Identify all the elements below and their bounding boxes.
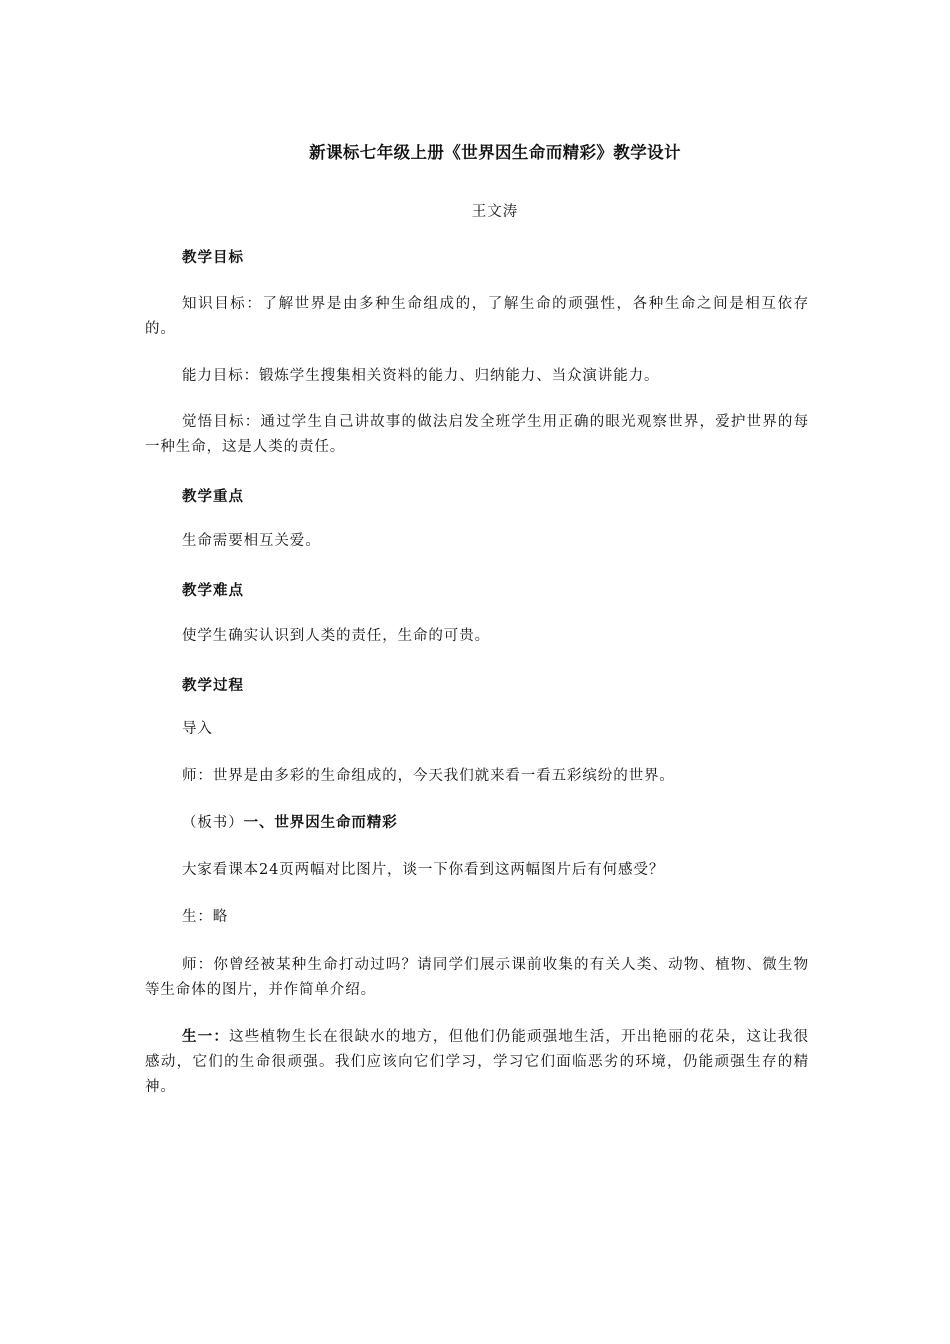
knowledge-goal-paragraph: 知识目标：了解世界是由多种生命组成的，了解生命的顽强性，各种生命之间是相互依存的。 bbox=[145, 296, 809, 337]
board-note-title: 一、世界因生命而精彩 bbox=[243, 815, 398, 831]
awareness-goal-paragraph: 觉悟目标：通过学生自己讲故事的做法启发全班学生用正确的眼光观察世界，爱护世界的每一种生命，这是人类的责任。 bbox=[145, 414, 809, 455]
difficulty-heading: 教学难点 bbox=[182, 583, 244, 599]
author-name: 王文涛 bbox=[471, 204, 519, 220]
teacher-question-paragraph: 师：你曾经被某种生命打动过吗？请同学们展示课前收集的有关人类、动物、植物、微生物等生命体的图片，并作简单介绍。 bbox=[145, 957, 809, 998]
key-point-paragraph: 生命需要相互关爱。 bbox=[182, 533, 321, 549]
board-note-prefix: （板书） bbox=[182, 815, 244, 831]
intro-paragraph: 导入 bbox=[182, 721, 213, 737]
key-point-heading: 教学重点 bbox=[182, 489, 244, 505]
textbook-prompt-paragraph: 大家看课本24页两幅对比图片，谈一下你看到这两幅图片后有何感受？ bbox=[182, 862, 665, 878]
student-one-paragraph bbox=[145, 1025, 809, 1100]
ability-goal-paragraph: 能力目标：锻炼学生搜集相关资料的能力、归纳能力、当众演讲能力。 bbox=[182, 368, 660, 384]
student-one-text: 这些植物生长在很缺水的地方，但他们仍能顽强地生活，开出艳丽的花朵，这让我很感动，它们的生命很顽强。我们应该向它们学习，学习它们面临恶劣的环境，仍能顽强生存的精神。 bbox=[145, 1029, 809, 1095]
teacher-line-paragraph: 师：世界是由多彩的生命组成的，今天我们就来看一看五彩缤纷的世界。 bbox=[182, 768, 675, 784]
difficulty-paragraph: 使学生确实认识到人类的责任，生命的可贵。 bbox=[182, 628, 490, 644]
student-one-label: 生一： bbox=[182, 1029, 230, 1045]
objectives-heading: 教学目标 bbox=[182, 250, 244, 266]
document-title: 新课标七年级上册《世界因生命而精彩》教学设计 bbox=[309, 143, 681, 162]
process-heading: 教学过程 bbox=[182, 678, 244, 694]
board-note-paragraph bbox=[145, 811, 809, 836]
student-reply-paragraph: 生：略 bbox=[182, 909, 229, 925]
